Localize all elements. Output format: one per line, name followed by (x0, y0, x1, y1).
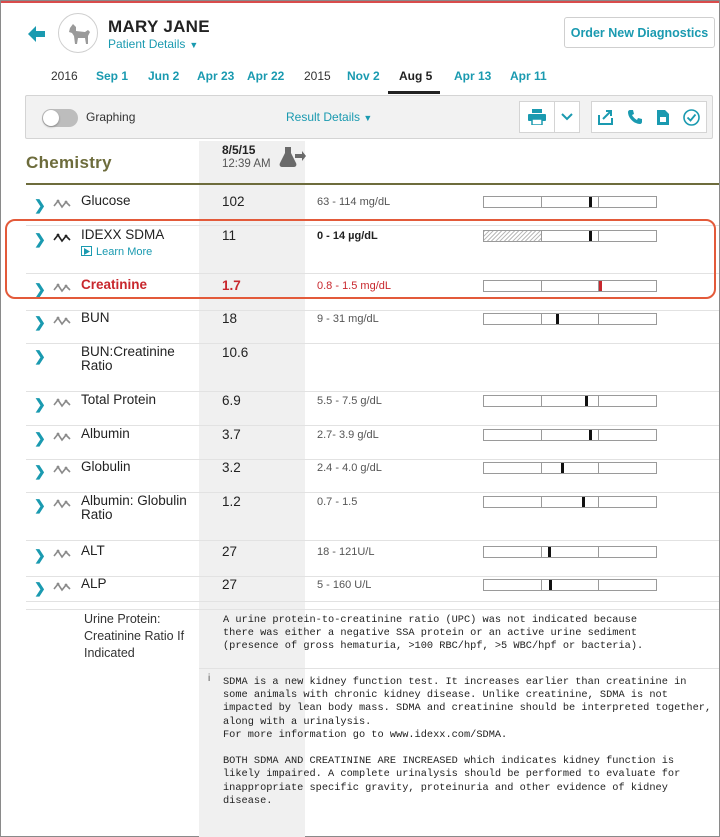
test-value: 6.9 (222, 393, 241, 408)
note-divider (199, 668, 719, 669)
range-bar (483, 546, 657, 558)
reference-range: 9 - 31 mg/dL (317, 313, 379, 325)
date-tab[interactable]: Apr 23 (197, 69, 235, 83)
row-divider (26, 425, 719, 426)
check-circle-icon[interactable] (683, 109, 700, 126)
test-name: ALP (81, 576, 107, 591)
chevron-down-icon: ▼ (363, 113, 373, 123)
selected-tab-indicator (388, 91, 440, 94)
row-divider (26, 540, 719, 541)
expand-chevron-icon[interactable]: ❯ (34, 231, 46, 247)
dog-icon (59, 14, 99, 54)
order-new-diagnostics-button[interactable]: Order New Diagnostics (564, 17, 715, 48)
urine-protein-label: Urine Protein: Creatinine Ratio If Indicated (84, 612, 185, 660)
trend-graph-icon[interactable] (53, 499, 73, 509)
expand-chevron-icon[interactable]: ❯ (34, 430, 46, 446)
reference-range: 5.5 - 7.5 g/dL (317, 395, 382, 407)
value-marker (561, 463, 564, 473)
reference-range: 0.7 - 1.5 (317, 496, 358, 508)
phone-icon[interactable] (627, 109, 643, 125)
test-value: 1.2 (222, 494, 241, 509)
row-divider (26, 601, 719, 602)
expand-chevron-icon[interactable]: ❯ (34, 197, 46, 213)
reference-range: 5 - 160 U/L (317, 579, 372, 591)
test-value: 27 (222, 544, 238, 559)
action-buttons-group (591, 101, 707, 133)
trend-graph-icon[interactable] (53, 316, 73, 326)
expand-chevron-icon[interactable]: ❯ (34, 463, 46, 479)
date-tab[interactable]: Sep 1 (96, 69, 129, 83)
expand-chevron-icon[interactable]: ❯ (34, 281, 46, 297)
test-name: Total Protein (81, 392, 157, 407)
range-bar (483, 429, 657, 441)
graphing-label: Graphing (86, 110, 136, 124)
value-marker (556, 314, 559, 324)
printer-icon (528, 109, 546, 125)
document-icon[interactable] (656, 109, 670, 126)
test-value: 3.2 (222, 460, 241, 475)
expand-chevron-icon[interactable]: ❯ (34, 497, 46, 513)
patient-details-dropdown[interactable] (108, 37, 198, 51)
test-value: 27 (222, 577, 238, 592)
result-time: 12:39 AM (222, 158, 271, 170)
patient-details-label: Patient Details (108, 37, 186, 51)
toggle-knob (43, 110, 59, 126)
expand-chevron-icon[interactable]: ❯ (34, 314, 46, 330)
year-label-2015: 2015 (304, 69, 331, 83)
test-value: 102 (222, 194, 245, 209)
date-tab-selected[interactable]: Aug 5 (399, 69, 433, 83)
range-bar (483, 313, 657, 325)
test-name: Albumin (81, 426, 130, 441)
date-tab[interactable]: Jun 2 (148, 69, 180, 83)
patient-name: MARY JANE (108, 17, 210, 36)
print-options-button[interactable] (554, 101, 580, 133)
chevron-down-icon (561, 113, 573, 121)
reference-range: 2.4 - 4.0 g/dL (317, 462, 382, 474)
expand-chevron-icon[interactable]: ❯ (34, 348, 46, 364)
results-toolbar (25, 95, 713, 139)
test-value: 1.7 (222, 278, 241, 293)
result-row[interactable] (1, 577, 719, 610)
share-icon[interactable] (598, 109, 614, 125)
date-tabs (1, 63, 719, 95)
result-details-label: Result Details (286, 110, 361, 124)
test-name: BUN:Creatinine Ratio (81, 344, 175, 373)
sdma-note: SDMA is a new kidney function test. It increases earlier than creatinine in some animals with chronic kidney disease. Unlike creatinine, SDMA is not impacted by lean body mass. SDMA and creatinine should be interpreted together, along with a urinalysis. For more information go to www.idexx.com/SDMA. BOTH SDMA AND CREATININE ARE INCREASED which indicates kidney function is likely impaired. A complete urinalysis should be performed to evaluate for inappropriate specific gravity, proteinuria and other evidence of kidney disease. (223, 676, 712, 807)
range-bar (483, 196, 657, 208)
value-marker (585, 396, 588, 406)
test-name: ALT (81, 543, 105, 558)
reference-range: 0.8 - 1.5 mg/dL (317, 280, 391, 292)
chevron-down-icon: ▼ (189, 40, 199, 50)
patient-avatar (58, 13, 98, 53)
range-bar (483, 579, 657, 591)
trend-graph-icon[interactable] (53, 465, 73, 475)
result-row[interactable] (1, 460, 719, 493)
result-row[interactable] (1, 311, 719, 344)
result-row[interactable] (1, 494, 719, 541)
patient-header (1, 3, 719, 95)
test-name: BUN (81, 310, 110, 325)
test-value: 3.7 (222, 427, 241, 442)
test-name: Albumin: Globulin Ratio (81, 493, 187, 522)
trend-graph-icon[interactable] (53, 398, 73, 408)
result-date: 8/5/15 (222, 143, 256, 157)
range-bar (483, 496, 657, 508)
reference-range: 2.7- 3.9 g/dL (317, 429, 379, 441)
test-value: 11 (222, 228, 237, 243)
test-value: 18 (222, 311, 238, 326)
result-row[interactable] (1, 345, 719, 392)
reference-range: 63 - 114 mg/dL (317, 196, 391, 208)
expand-chevron-icon[interactable]: ❯ (34, 547, 46, 563)
result-row[interactable] (1, 544, 719, 577)
reference-range: 0 - 14 µg/dL (317, 230, 378, 242)
value-marker (589, 197, 592, 207)
chemistry-header (1, 141, 719, 185)
result-details-dropdown[interactable] (286, 110, 372, 124)
test-name: Globulin (81, 459, 131, 474)
urine-protein-note: A urine protein-to-creatinine ratio (UPC) was not indicated because there was either a negative SSA protein or an active urine sediment (presence of gross hematuria, >100 RBC/hpf, >5 WBC/hpf or bacteria). (223, 614, 644, 653)
print-button[interactable] (519, 101, 555, 133)
test-name: IDEXX SDMA (81, 227, 165, 242)
back-arrow-icon[interactable] (25, 23, 47, 45)
value-marker (589, 430, 592, 440)
learn-more-label: Learn More (96, 246, 153, 258)
date-tab[interactable]: Apr 13 (454, 69, 492, 83)
graphing-toggle[interactable] (42, 109, 78, 127)
reference-range: 18 - 121U/L (317, 546, 375, 558)
test-name: Glucose (81, 193, 131, 208)
kidney-panel-highlight (5, 219, 716, 299)
value-marker (582, 497, 585, 507)
date-tab[interactable]: Apr 22 (247, 69, 285, 83)
value-marker (548, 547, 551, 557)
trend-graph-icon[interactable] (53, 432, 73, 442)
expand-chevron-icon[interactable]: ❯ (34, 396, 46, 412)
trend-graph-icon[interactable] (53, 549, 73, 559)
trend-graph-icon[interactable] (53, 199, 73, 209)
result-row[interactable] (1, 427, 719, 460)
date-tab[interactable]: Apr 11 (510, 69, 547, 83)
row-divider (26, 609, 719, 610)
result-row[interactable] (1, 393, 719, 426)
test-value: 10.6 (222, 345, 249, 360)
range-bar (483, 395, 657, 407)
info-icon: i (208, 673, 211, 684)
trend-graph-icon[interactable] (53, 582, 73, 592)
test-name: Creatinine (81, 277, 148, 292)
value-marker (549, 580, 552, 590)
section-divider (26, 183, 719, 185)
date-tab[interactable]: Nov 2 (347, 69, 380, 83)
section-title: Chemistry (26, 153, 112, 172)
year-label-2016: 2016 (51, 69, 78, 83)
expand-chevron-icon[interactable]: ❯ (34, 580, 46, 596)
lab-flask-icon (279, 145, 307, 171)
range-bar (483, 462, 657, 474)
